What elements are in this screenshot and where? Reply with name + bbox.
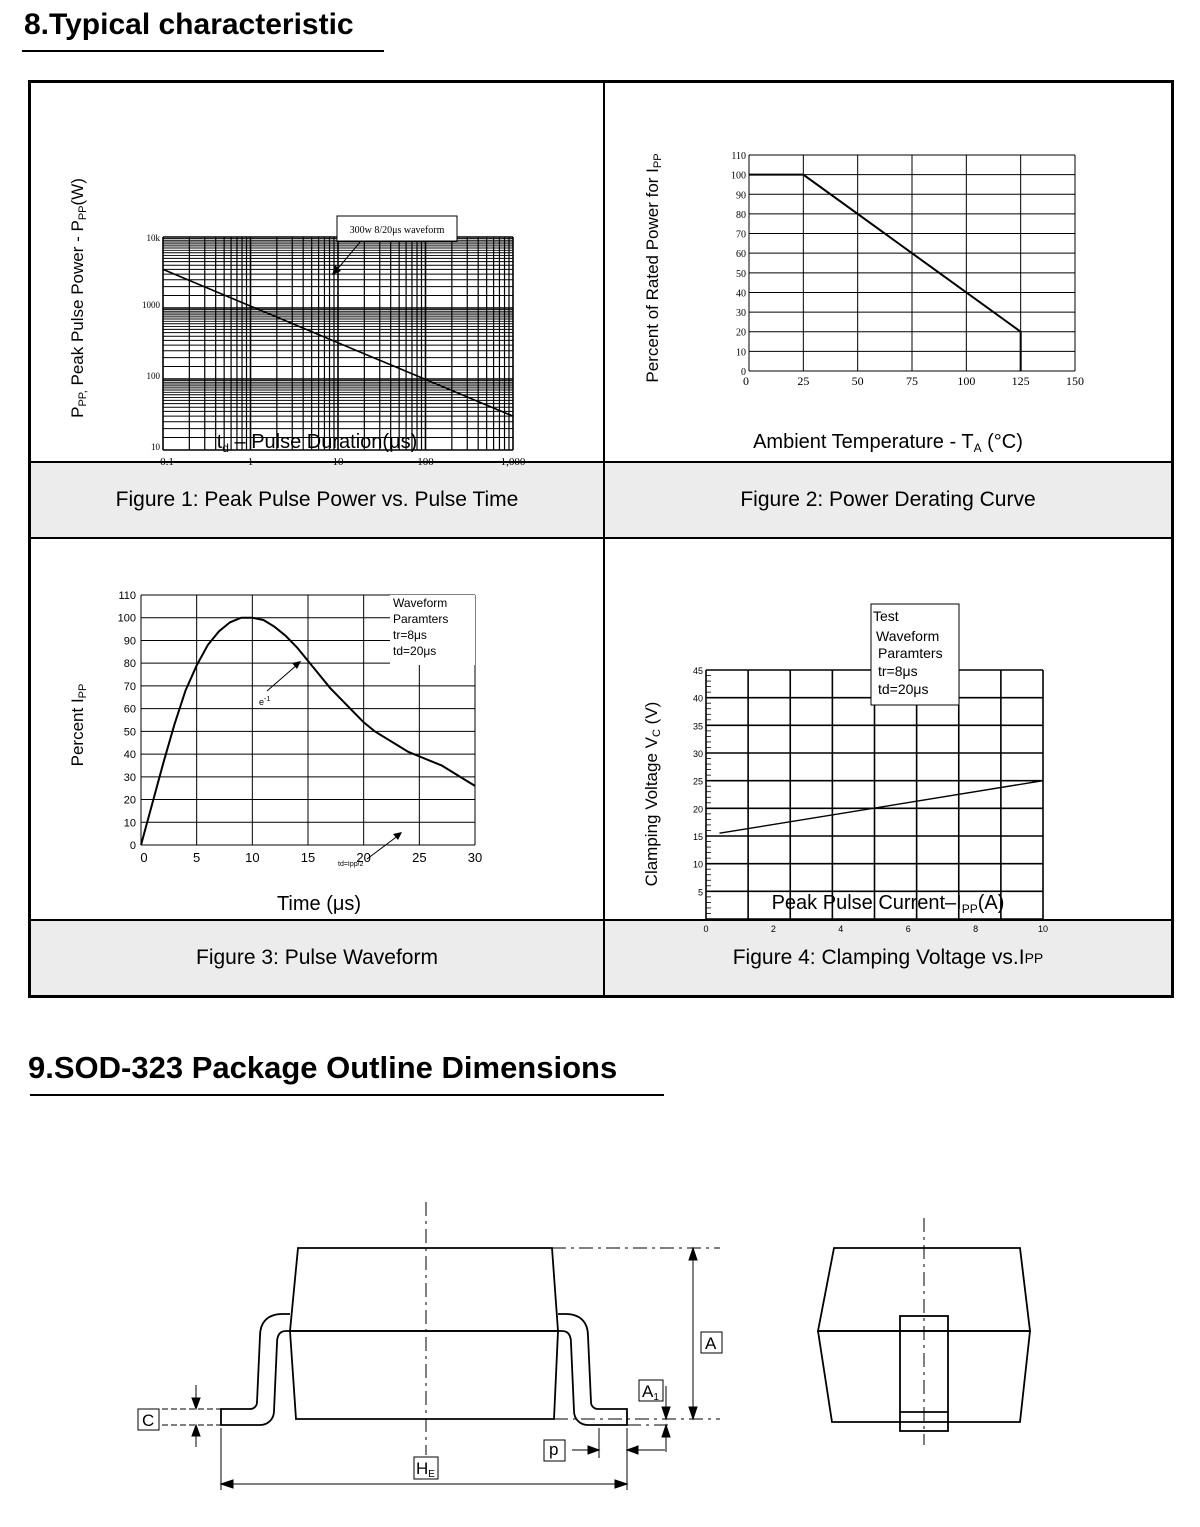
section-9-underline [30, 1094, 664, 1096]
fig1-ylabel-p1: P [68, 406, 87, 418]
fig3-xtick: 20 [356, 850, 371, 865]
fig4-legend-5: td=20μs [878, 681, 929, 697]
fig3-annotation-e-base: e [259, 697, 265, 707]
fig4-ylabel-rest: (V) [642, 701, 661, 730]
fig4-xlabel-rest: (A) [977, 892, 1005, 914]
fig2-ytick: 10 [736, 347, 746, 359]
fig1-caption-text: Figure 1: Peak Pulse Power vs. Pulse Time [115, 488, 519, 511]
fig2-ytick: 30 [736, 308, 746, 320]
fig3-ytick: 60 [123, 703, 136, 716]
fig2-ytick: 60 [736, 249, 746, 261]
fig3-xtick: 10 [245, 850, 260, 865]
fig3-xtick: 5 [193, 850, 201, 865]
fig1-xlabel-rest: – Pulse Duration(μs) [228, 431, 418, 453]
fig3-legend-3: tr=8μs [393, 628, 427, 642]
fig4-xlabel-sub: PP [961, 902, 978, 916]
dim-c-arrow-top [192, 1398, 200, 1409]
fig2-xtick: 25 [797, 374, 810, 388]
dim-a1-arrow-bottom [662, 1425, 670, 1437]
fig1-xtick: 0.1 [160, 456, 174, 468]
fig4-ytick: 15 [692, 832, 703, 842]
fig1-ylabel [68, 178, 89, 418]
fig4-ytick: 20 [692, 804, 703, 815]
fig4-ylabel-sub: C [651, 729, 663, 738]
fig4-ylabel [642, 702, 663, 887]
fig1-xlabel-sub: d [222, 441, 229, 455]
fig3-ytick: 90 [123, 635, 136, 648]
fig4-xtick: 10 [1037, 924, 1049, 934]
fig1-annotation: 300w 8/20μs waveform [349, 225, 445, 236]
fig1-ylabel-p3: (W) [68, 178, 87, 206]
side-lead-left [221, 1314, 290, 1425]
fig1-xlabel [217, 431, 418, 455]
fig3-ytick: 10 [123, 817, 136, 830]
section-9-title: 9.SOD-323 Package Outline Dimensions [28, 1050, 618, 1085]
fig3-ytick: 80 [123, 658, 136, 671]
dim-a-arrow-top [689, 1248, 697, 1260]
label-he-sub: E [428, 1469, 435, 1480]
fig3-annotation-td: td=Ipp/2 [338, 861, 364, 868]
fig3-xtick: 25 [412, 850, 427, 865]
dim-he-arrow-left [221, 1480, 233, 1488]
fig1-ylabel-p2: Peak Pulse Power - P [68, 220, 87, 391]
fig1-xlabel-main: t [216, 431, 223, 453]
fig4-caption [605, 921, 1171, 995]
fig4-legend-3: Paramters [878, 645, 943, 661]
fig4-legend-2: Waveform [876, 628, 940, 644]
fig1-xtick: 1 [247, 456, 254, 468]
fig1-xtick: 10 [332, 456, 344, 468]
fig2-ytick: 110 [731, 151, 746, 162]
fig2-ylabel-main: Percent of Rated Power for I [643, 168, 662, 383]
fig4-ytick: 40 [692, 693, 703, 704]
fig3-chart [31, 539, 603, 919]
fig1-ylabel-sub1: PP, [77, 390, 89, 407]
fig4-chart [605, 539, 1171, 934]
fig2-xlabel-sub: A [973, 441, 982, 455]
fig2-xlabel-main: Ambient Temperature - T [753, 431, 974, 453]
fig2-ytick: 100 [731, 170, 746, 182]
fig3-legend-1: Waveform [393, 596, 448, 610]
fig4-xtick: 8 [973, 924, 979, 934]
fig3-legend-2: Paramters [393, 612, 449, 626]
fig4-ytick: 25 [692, 776, 703, 787]
section-8-title: 8.Typical characteristic [24, 8, 354, 41]
fig1-chart [31, 83, 603, 468]
fig3-xtick: 30 [467, 850, 483, 865]
fig1-ytick: 10k [146, 233, 160, 243]
dim-a1-arrow-top [662, 1407, 670, 1419]
fig1-ytick: 100 [146, 371, 160, 381]
fig4-ytick: 10 [692, 859, 703, 870]
fig3-legend-4: td=20μs [393, 644, 437, 658]
fig1-caption [31, 463, 603, 537]
fig2-ytick: 50 [736, 268, 746, 280]
fig2-ytick: 90 [736, 190, 746, 202]
dim-c-arrow-bottom [192, 1425, 200, 1436]
fig4-legend-4: tr=8μs [878, 663, 918, 679]
fig3-ytick: 20 [123, 794, 136, 807]
fig4-legend-1: Test [873, 608, 899, 624]
fig2-ylabel-sub: PP [652, 153, 664, 169]
fig3-ytick: 110 [118, 590, 136, 602]
fig3-ytick: 50 [123, 726, 136, 739]
fig4-ytick: 30 [692, 749, 703, 759]
fig4-ylabel-main: Clamping Voltage V [642, 737, 661, 887]
fig2-xtick: 150 [1066, 374, 1084, 388]
fig3-ylabel-main: Percent I [68, 698, 87, 767]
fig3-arrow-td [367, 835, 399, 859]
fig3-caption-text: Figure 3: Pulse Waveform [196, 946, 438, 969]
fig4-ytick: 35 [692, 721, 703, 732]
fig3-ytick: 100 [117, 612, 136, 625]
fig2-xtick: 0 [743, 374, 749, 388]
fig2-ytick: 40 [736, 288, 746, 300]
fig3-arrow-e1 [267, 664, 298, 691]
fig2-chart [605, 83, 1171, 461]
fig2-xtick: 100 [957, 374, 976, 388]
label-a: A [705, 1334, 717, 1353]
fig2-ytick: 0 [741, 367, 746, 378]
fig2-caption-text: Figure 2: Power Derating Curve [740, 488, 1036, 511]
fig3-xlabel: Time (μs) [276, 893, 362, 915]
label-a1-main: A [642, 1382, 654, 1401]
dim-p-arrow-left [588, 1446, 599, 1454]
label-p: p [549, 1440, 559, 1459]
grid-line-1 [31, 461, 1171, 463]
fig2-ytick: 20 [736, 327, 746, 339]
fig4-series-line [719, 781, 1043, 834]
fig4-caption-text: Figure 4: Clamping Voltage vs.I [732, 946, 1025, 969]
fig1-ytick: 10 [151, 442, 160, 452]
fig2-ylabel [643, 153, 664, 382]
fig4-xtick: 2 [770, 924, 776, 934]
package-outline-drawing [120, 1190, 1080, 1510]
fig3-ylabel-sub: PP [77, 683, 89, 699]
fig2-xtick: 50 [851, 374, 864, 388]
fig3-annotation-e-sup: -1 [264, 696, 271, 703]
fig1-ylabel-sub2: PP [77, 205, 89, 221]
fig1-ytick: 1000 [142, 300, 160, 310]
figure-grid [28, 80, 1174, 998]
fig4-xlabel-main: Peak Pulse Current–I [771, 892, 962, 914]
fig3-annotation-e [259, 696, 270, 707]
side-lead-right [558, 1314, 627, 1425]
fig2-xlabel-rest: (°C) [981, 431, 1023, 453]
fig4-ytick: 5 [697, 887, 703, 898]
fig1-xtick: 100 [417, 456, 434, 468]
fig4-ytick: 45 [692, 666, 703, 676]
fig3-ytick: 40 [123, 749, 136, 762]
dim-a-arrow-bottom [689, 1407, 697, 1419]
fig2-xtick: 125 [1011, 374, 1030, 388]
side-body-bottom [290, 1331, 558, 1419]
fig4-xtick: 0 [703, 924, 709, 934]
label-c: C [142, 1411, 155, 1430]
fig2-caption [605, 463, 1171, 537]
fig4-xtick: 4 [838, 924, 844, 934]
section-8-underline [22, 50, 384, 52]
fig2-xtick: 75 [906, 374, 918, 388]
fig4-caption-sub: PP [1024, 950, 1044, 966]
fig3-ytick: 0 [129, 840, 136, 852]
fig2-xlabel [753, 431, 1023, 455]
dim-p-arrow-right [627, 1446, 638, 1454]
side-body-top [290, 1248, 558, 1331]
fig3-ytick: 70 [123, 680, 136, 693]
dim-he-arrow-right [615, 1480, 627, 1488]
label-a1-sub: 1 [653, 1392, 659, 1403]
fig3-xtick: 0 [140, 850, 148, 865]
fig2-ytick: 80 [736, 209, 746, 221]
fig4-xtick: 6 [905, 924, 911, 934]
fig2-ytick: 70 [736, 229, 746, 241]
fig3-xtick: 15 [300, 850, 316, 865]
fig4-xlabel [772, 892, 1005, 916]
label-he-main: H [416, 1459, 429, 1478]
fig3-ylabel [68, 684, 89, 767]
fig1-xtick: 1,000 [500, 456, 526, 468]
fig3-ytick: 30 [123, 771, 136, 784]
fig3-caption [31, 921, 603, 995]
